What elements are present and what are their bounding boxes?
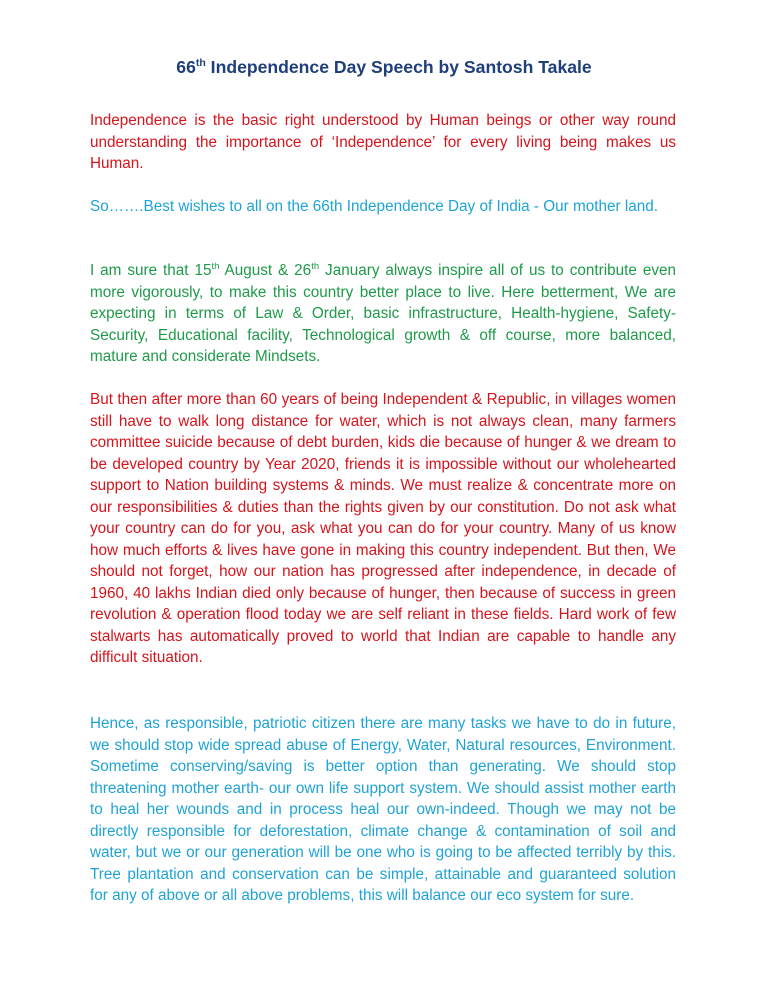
paragraph-independence-definition: Independence is the basic right understood by Human beings or other way round understanding the importance of ‘Independence’ for every living being makes us Human. <box>90 112 676 172</box>
paragraph-inspiration-part-1: I am sure that 15 <box>90 262 212 279</box>
title-text: Independence Day Speech by Santosh Takale <box>205 57 592 77</box>
paragraph-inspiration <box>90 260 676 368</box>
title-ordinal-suffix: th <box>195 57 206 69</box>
ordinal-suffix-26th: th <box>311 261 320 272</box>
ordinal-suffix-15th: th <box>211 261 220 272</box>
paragraph-inspiration-part-2: August & 26 <box>219 262 312 279</box>
paragraph-responsibilities: Hence, as responsible, patriotic citizen there are many tasks we have to do in future, we should stop wide spread abuse of Energy, Water, Natural resources, Environment. Sometime conserving/saving is better option than generating. We should stop threatening mother earth- our own life support system. We should assist mother earth to heal her wounds and in process heal our own-indeed. Though we may not be directly responsible for deforestation, climate change & contamination of soil and water, but we or our generation will be one who is going to be affected terribly by this. Tree plantation and conservation can be simple, attainable and guaranteed solution for any of above or all above problems, this will balance our eco system for sure. <box>90 715 676 904</box>
paragraph-inspiration-part-3: January always inspire all of us to contribute even more vigorously, to make this country better place to live. Here betterment, We are expecting in terms of Law & Order, basic infrastructure, Health-hygiene, Safety-Security, Educational facility, Technological growth & off course, more balanced, mature and considerate Mindsets. <box>90 262 676 365</box>
paragraph-best-wishes: So…….Best wishes to all on the 66th Independence Day of India - Our mother land. <box>90 198 659 215</box>
paragraph-challenges: But then after more than 60 years of being Independent & Republic, in villages women still have to walk long distance for water, which is not always clean, many farmers committee suicide because of debt burden, kids die because of hunger & we dream to be developed country by Year 2020, friends it is impossible without our wholehearted support to Nation building systems & minds. We must realize & concentrate more on our responsibilities & duties than the rights given by our constitution. Do not ask what your country can do for you, ask what you can do for your country. Many of us know how much efforts & lives have gone in making this country independent. But then, We should not forget, how our nation has progressed after independence, in decade of 1960, 40 lakhs Indian died only because of hunger, then because of success in green revolution & operation flood today we are self reliant in these fields. Hard work of few stalwarts has automatically proved to world that Indian are capable to handle any difficult situation. <box>90 391 676 666</box>
title-number: 66 <box>176 57 196 77</box>
page-title <box>0 54 768 80</box>
